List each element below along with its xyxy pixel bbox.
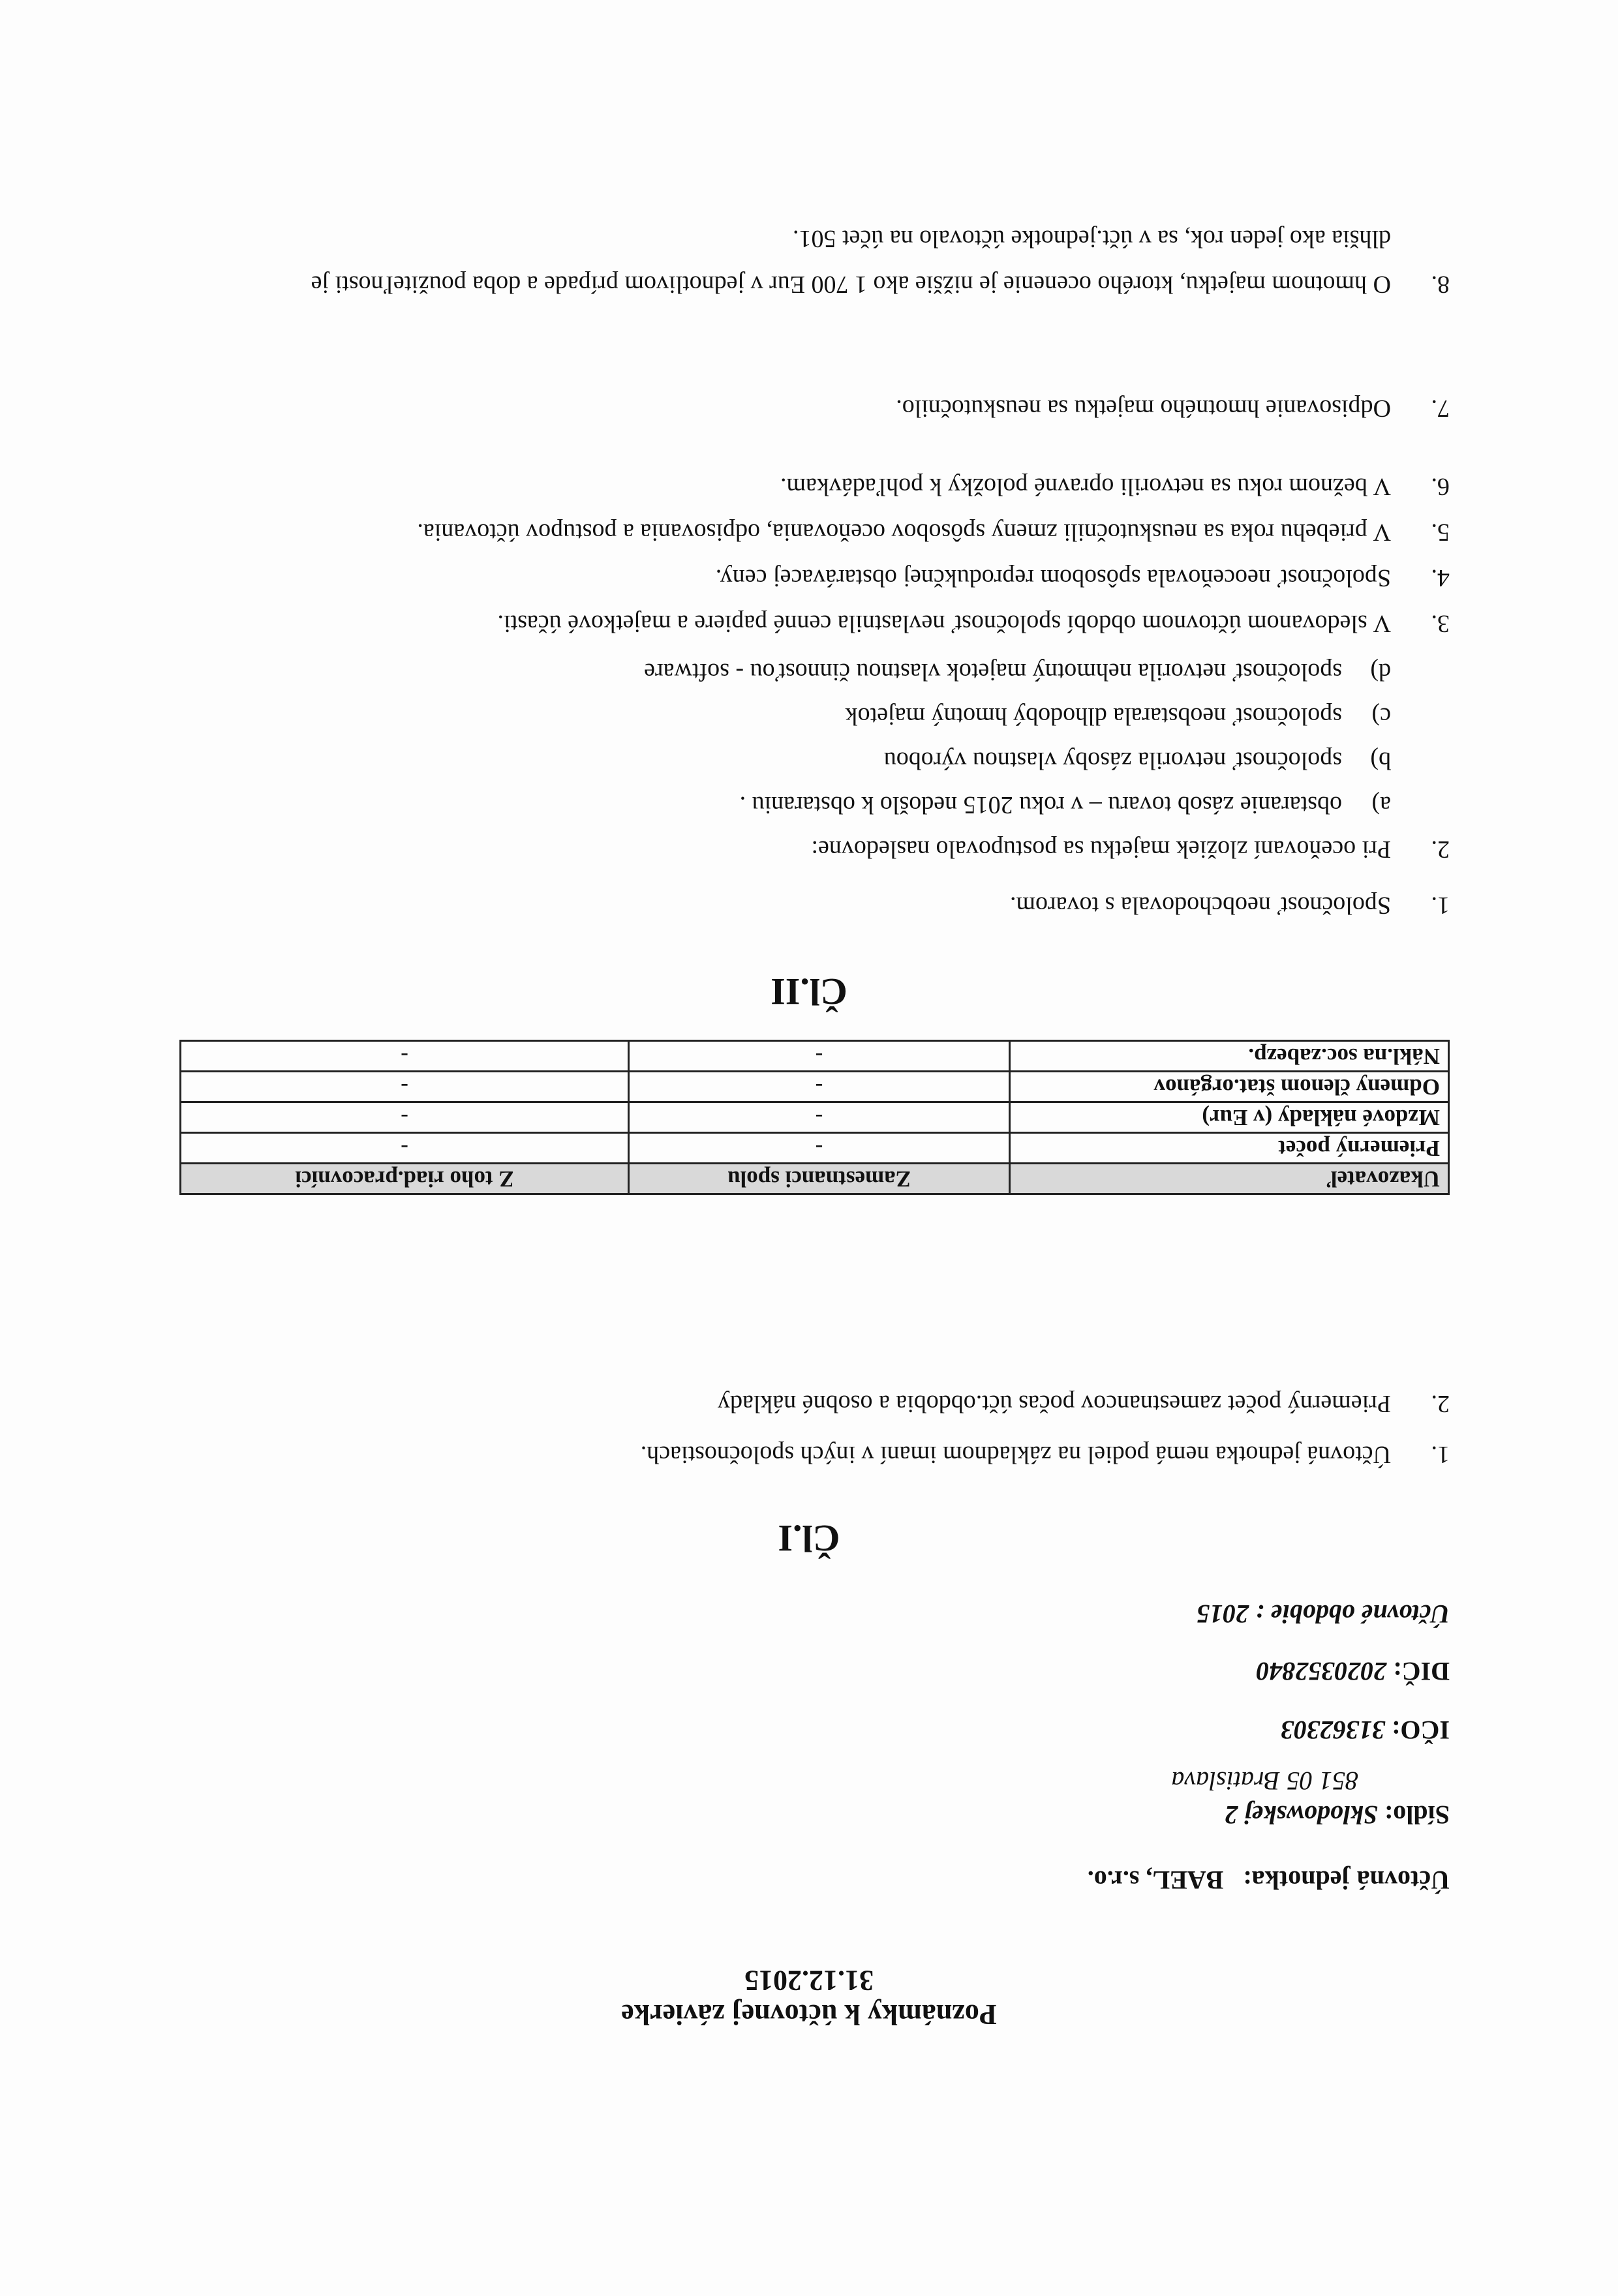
table-cell: - <box>629 1133 1010 1164</box>
table-header-row <box>181 1164 1449 1194</box>
s2-subitem-d: d)spoločnosť netvorila nehmotný majetok vlastnou činnosťou - software <box>644 658 1391 686</box>
table-cell-label: Priemerný počet <box>1010 1133 1449 1164</box>
table-cell: - <box>629 1041 1010 1072</box>
s1-item-1: 1.Účtovná jednotka nemá podiel na základnom imaní v iných spoločnostiach. <box>640 1441 1450 1468</box>
table-header-cell: Zamestnanci spolu <box>629 1164 1010 1194</box>
s2-item-5: 5.V priebehu roka sa neuskutočnili zmeny spôsobov oceňovania, odpisovania a postupov účtovania. <box>417 519 1450 546</box>
table-row <box>181 1041 1449 1072</box>
s2-item-2: 2.Pri oceňovaní zložiek majetku sa postupovalo nasledovne: <box>811 836 1450 863</box>
unit-line <box>1088 1865 1450 1896</box>
table-cell-label: Nákl.na soc.zabezp. <box>1010 1041 1449 1072</box>
s2-item-6: 6.V bežnom roku sa netvorili opravné položky k pohľadávkam. <box>780 473 1450 500</box>
dic-line <box>1256 1656 1450 1687</box>
table-row <box>181 1072 1449 1102</box>
seat-label: Sídlo: <box>1384 1800 1450 1830</box>
table-cell: - <box>629 1102 1010 1133</box>
table-cell: - <box>181 1102 629 1133</box>
table-cell: - <box>181 1041 629 1072</box>
s2-item-8: 8.O hmotnom majetku, ktorého ocenenie je nižšie ako 1 700 Eur v jednotlivom prípade a doba použiteľnosti je <box>311 271 1450 298</box>
table-header-cell: Ukazovateľ <box>1010 1164 1449 1194</box>
s2-item-4: 4.Spoločnosť neoceňovala spôsobom reprodukčnej obstarávacej ceny. <box>715 564 1450 592</box>
seat-city: 851 05 Bratislava <box>1171 1766 1358 1796</box>
ico-label: IČO: <box>1392 1715 1450 1745</box>
table-header-cell: Z toho riad.pracovníci <box>181 1164 629 1194</box>
section-1-heading: Čl.I <box>778 1517 840 1560</box>
dic-value: 2020352840 <box>1256 1657 1387 1686</box>
section-2-heading: Čl.II <box>771 971 847 1013</box>
s2-item-8-cont: dlhšia ako jeden rok, sa v účt.jednotke účtovalo na účet 501. <box>792 225 1391 252</box>
s2-subitem-c: c)spoločnosť neobstarala dlhodobý hmotný majetok <box>845 702 1391 730</box>
s1-item-2: 2.Priemerný počet zamestnancov počas účt.obdobia a osobné náklady <box>718 1390 1450 1417</box>
table-row <box>181 1133 1449 1164</box>
s2-item-1: 1.Spoločnosť neobchodovala s tovarom. <box>1009 892 1450 919</box>
unit-label: Účtovná jednotka: <box>1243 1865 1450 1895</box>
seat-street: Sklodowskej 2 <box>1225 1800 1378 1830</box>
ico-line <box>1281 1715 1450 1745</box>
table-row <box>181 1102 1449 1133</box>
s2-item-7: 7.Odpisovanie hmotného majetku sa neuskutočnilo. <box>896 395 1450 422</box>
s2-subitem-b: b)spoločnosť netvorila zásoby vlastnou výrobou <box>883 747 1391 774</box>
table-cell: - <box>629 1072 1010 1102</box>
ico-value: 31362303 <box>1281 1715 1386 1745</box>
seat-line <box>1225 1800 1450 1830</box>
s2-subitem-a: a)obstaranie zásob tovaru – v roku 2015 nedošlo k obstaraniu . <box>739 791 1391 819</box>
document-date: 31.12.2015 <box>744 1965 874 1997</box>
unit-value: BAEL, s.r.o. <box>1087 1865 1224 1895</box>
table-cell-label: Odmeny členom štat.orgánov <box>1010 1072 1449 1102</box>
table-cell: - <box>181 1133 629 1164</box>
s2-item-3: 3.V sledovanom účtovnom období spoločnosť nevlastnila cenné papiere a majetkové účasti. <box>497 610 1450 637</box>
dic-label: DIČ: <box>1393 1657 1450 1686</box>
accounting-period: Účtovné obdobie : 2015 <box>1197 1599 1450 1629</box>
table-cell-label: Mzdové náklady (v Eur) <box>1010 1102 1449 1133</box>
table-cell: - <box>181 1072 629 1102</box>
employees-table <box>179 1040 1450 1195</box>
document-title: Poznámky k účtovnej závierke <box>621 1999 997 2031</box>
